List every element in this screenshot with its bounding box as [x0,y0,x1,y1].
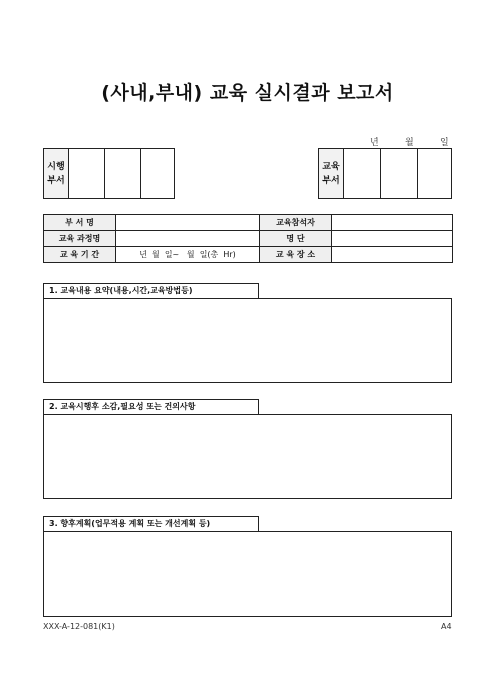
page-title: (사내,부내) 교육 실시결과 보고서 [101,82,394,104]
dept-label: 부 서 명 [44,215,116,231]
date-day: 일 [440,138,449,148]
info-table [43,214,453,263]
sign-cell[interactable] [68,149,104,198]
table-row [44,231,453,247]
place-field[interactable] [332,247,453,263]
approval-label: 시행 부서 [44,149,68,198]
approval-box-executing-dept [43,148,175,199]
form-code: XXX-A-12-081(K1) [43,622,115,631]
sign-cell[interactable] [104,149,140,198]
course-field[interactable] [116,231,260,247]
table-row [44,247,453,263]
sign-cell[interactable] [380,149,417,198]
period-field[interactable]: 년 월 일~ 월 일(총 Hr) [116,247,260,263]
table-row [44,215,453,231]
participant-label: 교육참석자 [260,215,332,231]
course-label: 교육 과정명 [44,231,116,247]
period-label: 교 육 기 간 [44,247,116,263]
section-2-heading: 2. 교육시행후 소감,필요성 또는 건의사항 [43,399,259,414]
date-year: 년 [370,138,379,148]
section-3-textarea[interactable] [43,531,452,617]
group-label: 명 단 [260,231,332,247]
sign-cell[interactable] [343,149,380,198]
approval-label: 교육 부서 [319,149,343,198]
section-1-textarea[interactable] [43,298,452,383]
paper-size: A4 [441,622,452,631]
sign-cell[interactable] [140,149,174,198]
place-label: 교 육 장 소 [260,247,332,263]
participant-field[interactable] [332,215,453,231]
approval-box-education-dept [318,148,452,199]
section-1-heading: 1. 교육내용 요약(내용,시간,교육방법등) [43,283,259,298]
section-3-heading: 3. 향후계획(업무적용 계획 또는 개선계획 등) [43,516,259,531]
section-2-textarea[interactable] [43,414,452,499]
group-field[interactable] [332,231,453,247]
date-month: 월 [405,138,414,148]
dept-field[interactable] [116,215,260,231]
sign-cell[interactable] [417,149,451,198]
